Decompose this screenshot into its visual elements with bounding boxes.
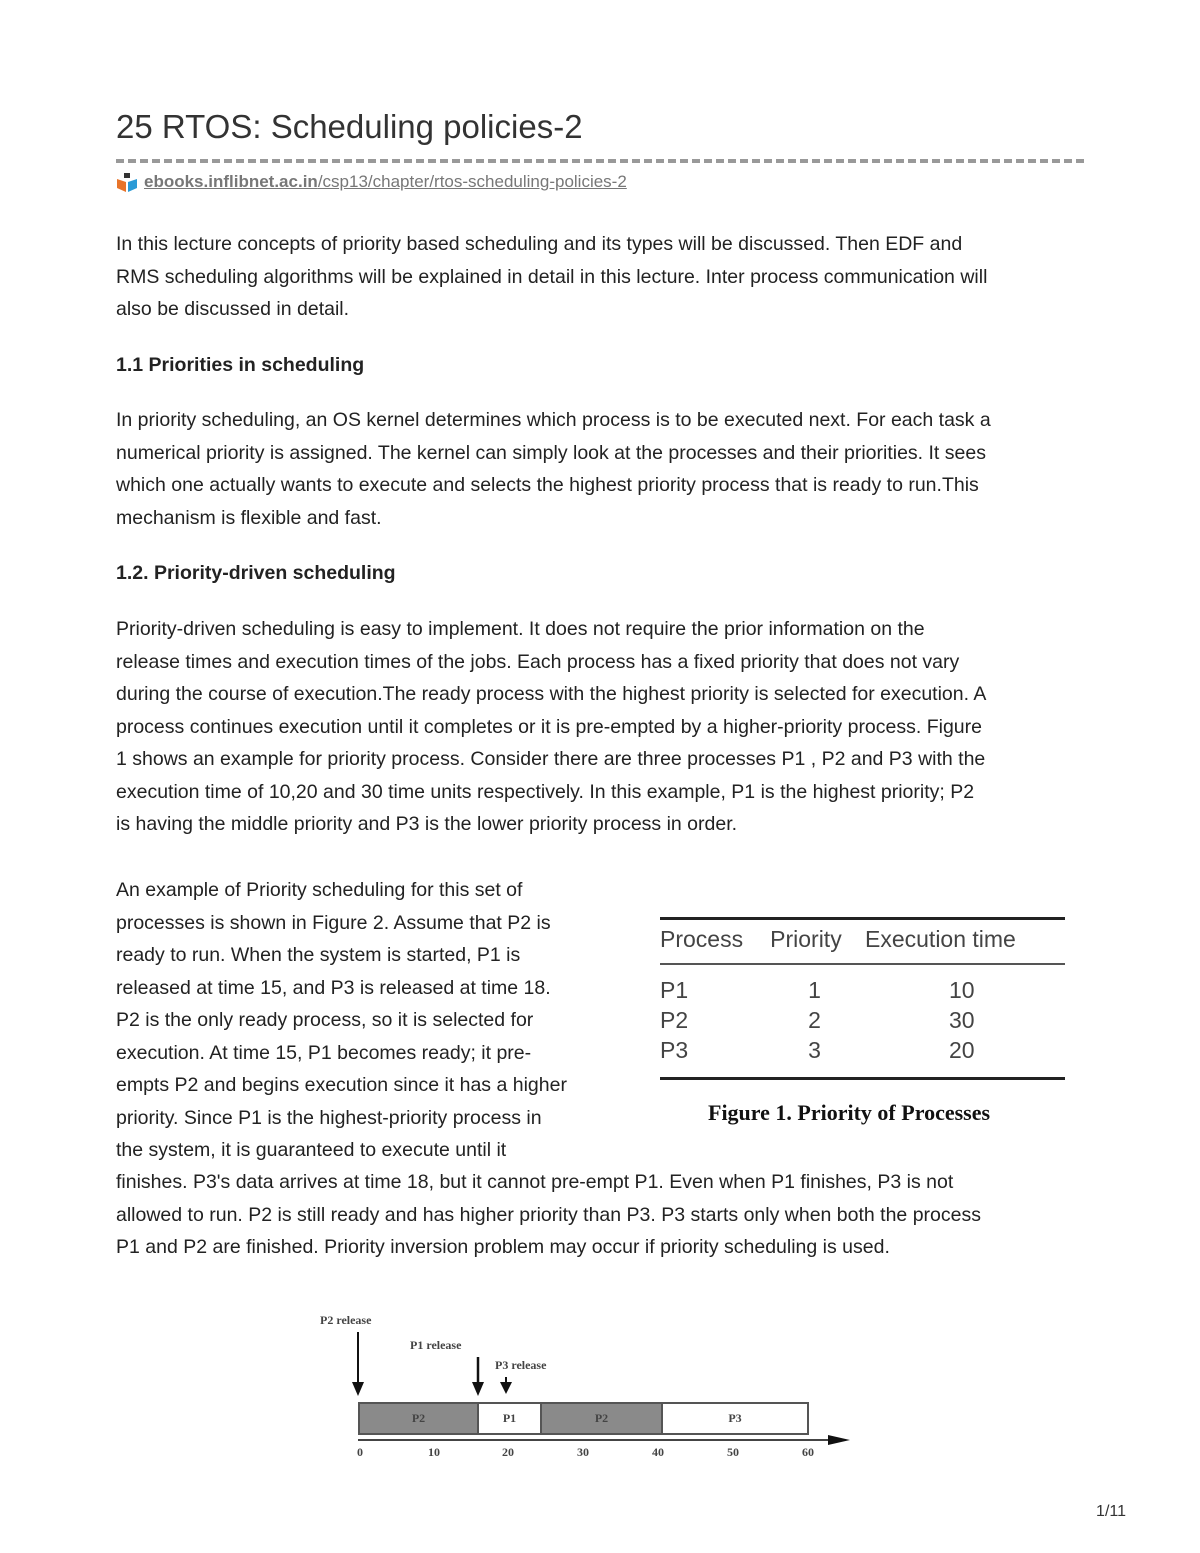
figure-1-table [660, 917, 1065, 1080]
section-heading-1-1: 1.1 Priorities in scheduling [116, 354, 365, 376]
text-line: is having the middle priority and P3 is the lower priority process in order. [116, 813, 738, 835]
text-line: ready to run. When the system is started, P1 is [116, 944, 521, 966]
release-arrow-head [352, 1382, 364, 1396]
release-arrow-head [500, 1382, 512, 1394]
table-row [660, 1035, 1065, 1079]
cell: 30 [949, 1007, 975, 1033]
timeline-arrows [300, 1320, 860, 1460]
text-line: processes is shown in Figure 2. Assume that P2 is [116, 911, 551, 934]
text-line: during the course of execution.The ready process with the highest priority is selected for execution. A [116, 683, 987, 705]
section-1-1-paragraph [116, 404, 991, 534]
text-line: 1 shows an example for priority process. Consider there are three processes P1 , P2 and P3 with the [116, 748, 986, 770]
cell: P3 [660, 1037, 689, 1063]
text-line: In priority scheduling, an OS kernel determines which process is to be executed next. For each task a [116, 409, 991, 431]
col-header: Execution time [865, 926, 1016, 952]
tick-label: 10 [428, 1445, 440, 1459]
text-line: An example of Priority scheduling for this set of [116, 879, 523, 901]
continued-paragraph [116, 1166, 981, 1264]
page-title: 25 RTOS: Scheduling policies-2 [116, 108, 583, 145]
figure-wrap-paragraph [116, 874, 567, 1167]
text-line: execution. At time 15, P1 becomes ready; it pre- [116, 1041, 532, 1064]
table-row [660, 964, 1065, 1005]
text-line: which one actually wants to execute and selects the highest priority process that is ready to run.This [116, 474, 979, 496]
source-link[interactable] [144, 172, 627, 192]
intro-paragraph [116, 228, 987, 326]
tick-label: 60 [802, 1445, 814, 1459]
schedule-block-p3: P3 [661, 1402, 809, 1435]
text-line: process continues execution until it completes or it is pre-empted by a higher-priority process. Figure [116, 715, 982, 738]
cell: 2 [808, 1007, 821, 1033]
tick-label: 20 [502, 1445, 514, 1459]
text-line: empts P2 and begins execution since it has a higher [116, 1074, 567, 1096]
col-header: Process [660, 926, 744, 952]
text-line: P1 and P2 are finished. Priority inversion problem may occur if priority scheduling is used. [116, 1236, 890, 1258]
text-line: released at time 15, and P3 is released at time 18. [116, 976, 551, 999]
text-line: mechanism is flexible and fast. [116, 506, 382, 529]
cell: 3 [808, 1037, 821, 1063]
release-label: P1 release [410, 1338, 462, 1352]
section-heading-1-2: 1.2. Priority-driven scheduling [116, 562, 396, 584]
time-axis-arrow [828, 1435, 850, 1445]
text-line: also be discussed in detail. [116, 298, 350, 320]
release-label: P2 release [320, 1313, 372, 1327]
text-line: the system, it is guaranteed to execute until it [116, 1139, 507, 1161]
cell: P2 [660, 1007, 689, 1033]
release-arrow-head [472, 1382, 484, 1396]
tick-label: 30 [577, 1445, 589, 1459]
text-line: finishes. P3's data arrives at time 18, but it cannot pre-empt P1. Even when P1 finishes, P3 is not [116, 1171, 954, 1193]
schedule-block-p2: P2 [540, 1402, 663, 1435]
release-label: P3 release [495, 1358, 547, 1372]
cell: 1 [808, 977, 821, 1003]
text-line: P2 is the only ready process, so it is selected for [116, 1009, 534, 1031]
text-line: execution time of 10,20 and 30 time units respectively. In this example, P1 is the highest priority; P2 [116, 780, 975, 803]
tick-label: 50 [727, 1445, 739, 1459]
text-line: priority. Since P1 is the highest-priority process in [116, 1106, 542, 1129]
cell: 20 [949, 1037, 975, 1063]
schedule-block-p1: P1 [477, 1402, 542, 1435]
text-line: In this lecture concepts of priority based scheduling and its types will be discussed. Then EDF and [116, 233, 963, 255]
text-line: release times and execution times of the jobs. Each process has a fixed priority that does not vary [116, 650, 960, 673]
text-line: RMS scheduling algorithms will be explained in detail in this lecture. Inter process communication will [116, 265, 988, 288]
site-logo-icon [116, 172, 138, 192]
cell: P1 [660, 977, 689, 1003]
tick-label: 40 [652, 1445, 664, 1459]
source-link-row [116, 172, 627, 192]
source-domain: ebooks.inflibnet.ac.in [144, 172, 318, 191]
text-line: allowed to run. P2 is still ready and has higher priority than P3. P3 starts only when both the process [116, 1203, 981, 1226]
page-number: 1/11 [1096, 1503, 1126, 1520]
source-path: /csp13/chapter/rtos-scheduling-policies-2 [317, 172, 627, 191]
table-row [660, 1005, 1065, 1035]
section-1-2-paragraph [116, 613, 986, 841]
title-divider [116, 159, 1084, 163]
tick-label: 0 [357, 1445, 363, 1459]
text-line: numerical priority is assigned. The kernel can simply look at the processes and their priorities. It sees [116, 441, 986, 464]
schedule-block-p2: P2 [358, 1402, 479, 1435]
figure-1-caption: Figure 1. Priority of Processes [708, 1100, 991, 1125]
col-header: Priority [770, 926, 842, 952]
cell: 10 [949, 977, 975, 1003]
text-line: Priority-driven scheduling is easy to implement. It does not require the prior information on the [116, 618, 925, 640]
